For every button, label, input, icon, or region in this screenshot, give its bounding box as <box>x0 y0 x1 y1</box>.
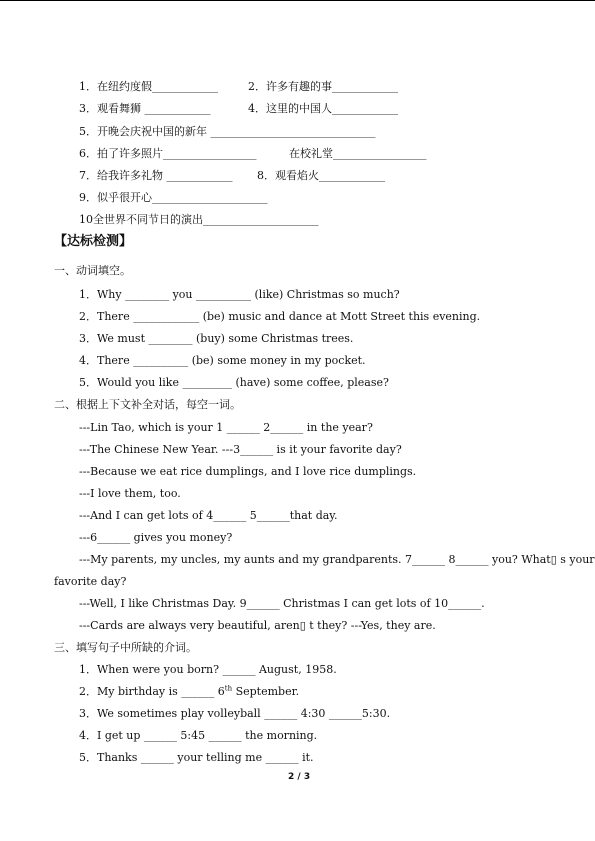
vocab-item-4: 4．这里的中国人____________ <box>248 102 398 115</box>
part3-item-2-text: 2．My birthday is ______ 6 <box>79 685 225 698</box>
part1-item-3: 3．We must ________ (buy) some Christmas trees. <box>79 332 354 345</box>
part3-item-5: 5．Thanks ______ your telling me ______ it. <box>79 751 314 764</box>
vocab-item-9: 9．似乎很开心_____________________ <box>79 191 268 204</box>
ordinal-suffix: th <box>224 684 233 693</box>
part3-item-4: 4．I get up ______ 5:45 ______ the morning. <box>79 729 318 742</box>
vocab-item-7: 7．给我许多礼物 ____________ <box>79 169 233 182</box>
part3-item-2-tail: September. <box>232 685 300 698</box>
top-rule <box>0 0 595 1</box>
dialogue-line-6: ---6______ gives you money? <box>79 531 233 544</box>
part3-item-2 <box>79 685 299 699</box>
part1-item-4: 4．There __________ (be) some money in my pocket. <box>79 354 366 367</box>
vocab-item-10: 10全世界不同节日的演出_____________________ <box>79 213 319 226</box>
vocab-item-8: 8．观看焰火____________ <box>257 169 385 182</box>
vocab-item-2: 2．许多有趣的事____________ <box>248 80 398 93</box>
section-title: 【达标检测】 <box>54 234 133 249</box>
page-number: 2 / 3 <box>288 772 311 782</box>
vocab-item-6b: 在校礼堂_________________ <box>289 147 427 160</box>
dialogue-line-8: ---Well, I like Christmas Day. 9______ Christmas I can get lots of 10______. <box>79 597 485 610</box>
dialogue-line-1: ---Lin Tao, which is your 1 ______ 2______ in the year? <box>79 421 373 434</box>
dialogue-line-9: ---Cards are always very beautiful, aren▯ t they? ---Yes, they are. <box>79 619 436 632</box>
dialogue-line-7: ---My parents, my uncles, my aunts and my grandparents. 7______ 8______ you? What▯ s your <box>79 553 595 566</box>
part3-heading: 三、填写句子中所缺的介词。 <box>54 641 197 654</box>
part2-heading: 二、根据上下文补全对话，每空一词。 <box>54 398 241 411</box>
vocab-item-6: 6．拍了许多照片_________________ <box>79 147 257 160</box>
dialogue-line-4: ---I love them, too. <box>79 487 181 500</box>
part1-item-5: 5．Would you like _________ (have) some coffee, please? <box>79 376 389 389</box>
vocab-item-1: 1．在纽约度假____________ <box>79 80 218 93</box>
dialogue-line-3: ---Because we eat rice dumplings, and I love rice dumplings. <box>79 465 417 478</box>
dialogue-line-7-cont: favorite day? <box>54 575 127 588</box>
dialogue-line-2: ---The Chinese New Year. ---3______ is it your favorite day? <box>79 443 402 456</box>
vocab-item-3: 3．观看舞狮 ____________ <box>79 102 211 115</box>
part1-heading: 一、动词填空。 <box>54 264 131 277</box>
part1-item-1: 1．Why ________ you __________ (like) Christmas so much? <box>79 288 400 301</box>
part1-item-2: 2．There ____________ (be) music and dance at Mott Street this evening. <box>79 310 481 323</box>
part3-item-3: 3．We sometimes play volleyball ______ 4:30 ______5:30. <box>79 707 391 720</box>
dialogue-line-5: ---And I can get lots of 4______ 5______that day. <box>79 509 338 522</box>
vocab-item-5: 5．开晚会庆祝中国的新年 ______________________________ <box>79 125 376 138</box>
part3-item-1: 1．When were you born? ______ August, 1958. <box>79 663 337 676</box>
